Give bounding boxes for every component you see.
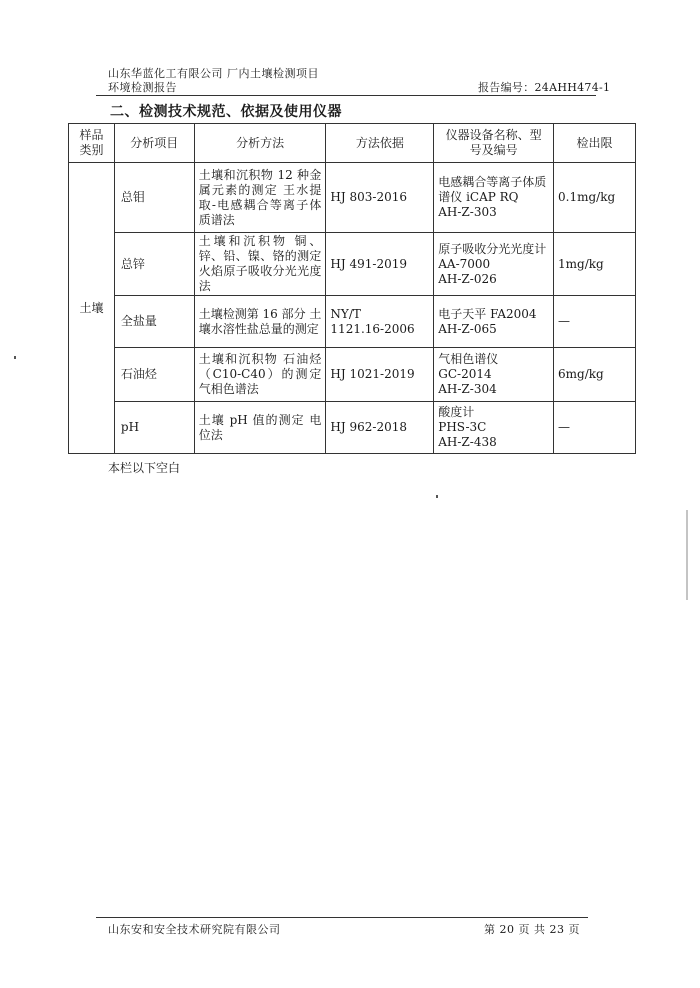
header-report-type: 环境检测报告 [108,81,177,94]
header-method: 分析方法 [194,124,326,163]
scan-edge-mark [686,510,688,600]
header-divider [96,95,596,96]
row-instrument: 原子吸收分光光度计 AA-7000 AH-Z-026 [434,233,554,296]
row-instrument: 电子天平 FA2004 AH-Z-065 [434,296,554,348]
row-item: 全盐量 [114,296,194,348]
section-title: 二、检测技术规范、依据及使用仪器 [110,104,342,120]
table-row [69,348,636,402]
row-method: 土壤和沉积物 铜、锌、铅、镍、铬的测定 火焰原子吸收分光光度法 [194,233,326,296]
table-row [69,163,636,233]
blank-below-note: 本栏以下空白 [108,461,181,475]
row-limit: 6mg/kg [554,348,636,402]
header-company-project: 山东华蓝化工有限公司 厂内土壤检测项目 [108,67,319,80]
row-instrument: 气相色谱仪 GC-2014 AH-Z-304 [434,348,554,402]
row-item: pH [114,402,194,454]
header-category: 样品 类别 [69,124,115,163]
table-row [69,233,636,296]
header-limit: 检出限 [554,124,636,163]
table-header-row [69,124,636,163]
row-basis: HJ 803-2016 [326,163,434,233]
row-item: 石油烃 [114,348,194,402]
row-basis: NY/T 1121.16-2006 [326,296,434,348]
row-basis: HJ 962-2018 [326,402,434,454]
table-row [69,296,636,348]
footer-page-number: 第 20 页 共 23 页 [484,923,580,936]
row-instrument: 电感耦合等离子体质谱仪 iCAP RQ AH-Z-303 [434,163,554,233]
row-item: 总钼 [114,163,194,233]
header-instrument: 仪器设备名称、型 号及编号 [434,124,554,163]
header-item: 分析项目 [114,124,194,163]
footer-divider [96,917,588,918]
sample-category: 土壤 [69,163,115,454]
row-limit: — [554,296,636,348]
row-limit: — [554,402,636,454]
row-basis: HJ 1021-2019 [326,348,434,402]
table-row [69,402,636,454]
row-basis: HJ 491-2019 [326,233,434,296]
row-instrument: 酸度计 PHS-3C AH-Z-438 [434,402,554,454]
row-limit: 1mg/kg [554,233,636,296]
report-number: 报告编号：24AHH474-1 [478,81,611,94]
row-limit: 0.1mg/kg [554,163,636,233]
scan-speck [436,495,438,498]
row-method: 土壤检测第 16 部分 土壤水溶性盐总量的测定 [194,296,326,348]
row-item: 总锌 [114,233,194,296]
row-method: 土壤和沉积物 12 种金属元素的测定 王水提取-电感耦合等离子体质谱法 [194,163,326,233]
row-method: 土壤和沉积物 石油烃（C10-C40）的测定 气相色谱法 [194,348,326,402]
row-method: 土壤 pH 值的测定 电位法 [194,402,326,454]
footer-institute: 山东安和安全技术研究院有限公司 [108,923,281,936]
header-basis: 方法依据 [326,124,434,163]
scan-speck [14,356,16,359]
standards-table [68,123,636,454]
